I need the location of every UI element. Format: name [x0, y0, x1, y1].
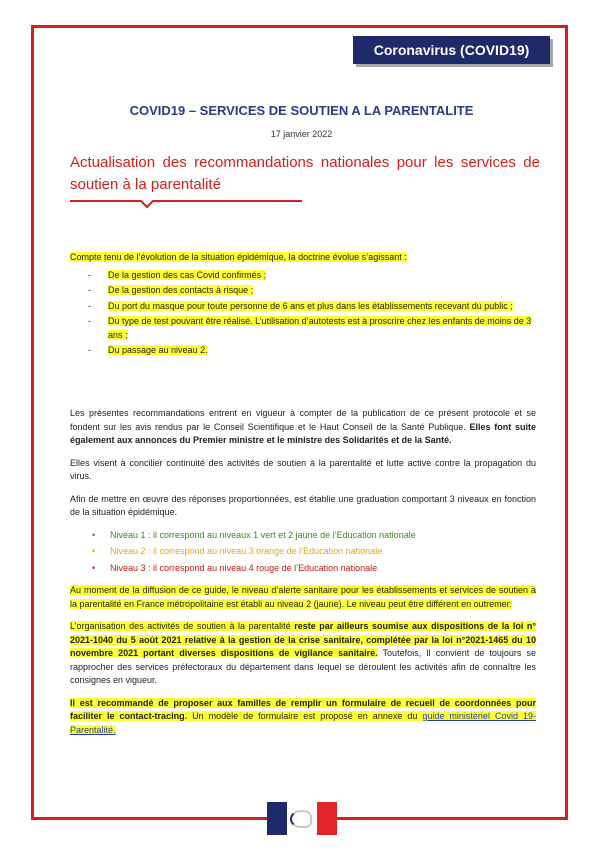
intro-list [70, 269, 536, 358]
list-item: - Du type de test pouvant être réalisé. L’utilisation d’autotests est à proscrire chez les enfants de moins de 3 ans ; [70, 315, 536, 342]
paragraph-5-rest: Toutefois, Il convient de toujours se rapprocher des services préfectoraux du département dans lequel se déroulent les activités afin de connaître les consignes en vigueur. [70, 648, 537, 685]
paragraph-5-text: L’organisation des activités de soutien à la parentalité [70, 621, 295, 631]
list-item: - Du passage au niveau 2. [70, 344, 536, 358]
list-item: - Du port du masque pour toute personne de 6 ans et plus dans les établissements recevant du public ; [70, 300, 536, 314]
coronavirus-badge: Coronavirus (COVID19) [353, 36, 550, 64]
intro-block [70, 251, 536, 360]
paragraph-4 [70, 584, 536, 611]
paragraph-1 [70, 407, 536, 448]
paragraph-6 [70, 697, 536, 738]
paragraph-6-text: Un modèle de formulaire est proposé en annexe du [187, 711, 423, 721]
paragraph-2: Elles visent à concilier continuité des activités de soutien à la parentalité et lutte active contre la propagation du virus. [70, 457, 536, 481]
level-item: • Niveau 2 : il correspond au niveau 3 orange de l’Education nationale [70, 545, 536, 559]
paragraph-5-bold: reste par ailleurs soumise aux dispositions de la loi n° 2021-1040 du 5 août 2021 relative à la gestion de la crise sanitaire, complétée par la loi n°2021-1465 du 10 novembre 2021 portant diverses dispositions de vigilance sanitaire. [70, 621, 537, 658]
list-item: - De la gestion des contacts à risque ; [70, 284, 536, 298]
guide-link[interactable]: guide ministériel Covid 19- Parentalité. [70, 711, 536, 735]
paragraph-4-text: Au moment de la diffusion de ce guide, le niveau d’alerte sanitaire pour les établissements et services de soutien à la parentalité en France métropolitaine est établi au niveau 2 (jaune). Le niveau peut être différent en outremer. [70, 585, 536, 609]
marianne-icon [290, 810, 312, 828]
paragraph-1-text: Les présentes recommandations entrent en vigueur à compter de la publication de ce présent protocole et se fondent sur les avis rendus par le Conseil Scientifique et le Haut Conseil de la Santé Publique. [70, 408, 536, 432]
levels-list [70, 529, 536, 576]
level-item: • Niveau 1 : il correspond au niveaux 1 vert et 2 jaune de l’Education nationale [70, 529, 536, 543]
document-title: COVID19 – SERVICES DE SOUTIEN A LA PARENTALITE [129, 103, 474, 118]
level-item: • Niveau 3 : il correspond au niveau 4 rouge de l’Education nationale [70, 562, 536, 576]
paragraph-1-bold: Elles font suite également aux annonces du Premier ministre et le ministre des Solidarités et de la Santé. [70, 421, 536, 445]
subtitle-underline [70, 200, 302, 202]
document-subtitle: Actualisation des recommandations nationales pour les services de soutien à la parentalité [70, 154, 540, 193]
list-item: - De la gestion des cas Covid confirmés ; [70, 269, 536, 283]
intro-text: Compte tenu de l’évolution de la situation épidémique, la doctrine évolue s’agissant : [70, 252, 407, 262]
paragraph-3: Afin de mettre en œuvre des réponses proportionnées, est établie une graduation comportant 3 niveaux en fonction de la situation épidémique. [70, 493, 536, 517]
paragraph-6-bold: Il est recommandé de proposer aux familles de remplir un formulaire de recueil de coordonnées pour faciliter le contact-tracing. [70, 697, 536, 721]
document-date: 17 janvier 2022 [270, 129, 333, 139]
main-body [70, 407, 536, 737]
paragraph-5 [70, 620, 536, 688]
republique-francaise-logo [267, 802, 337, 835]
